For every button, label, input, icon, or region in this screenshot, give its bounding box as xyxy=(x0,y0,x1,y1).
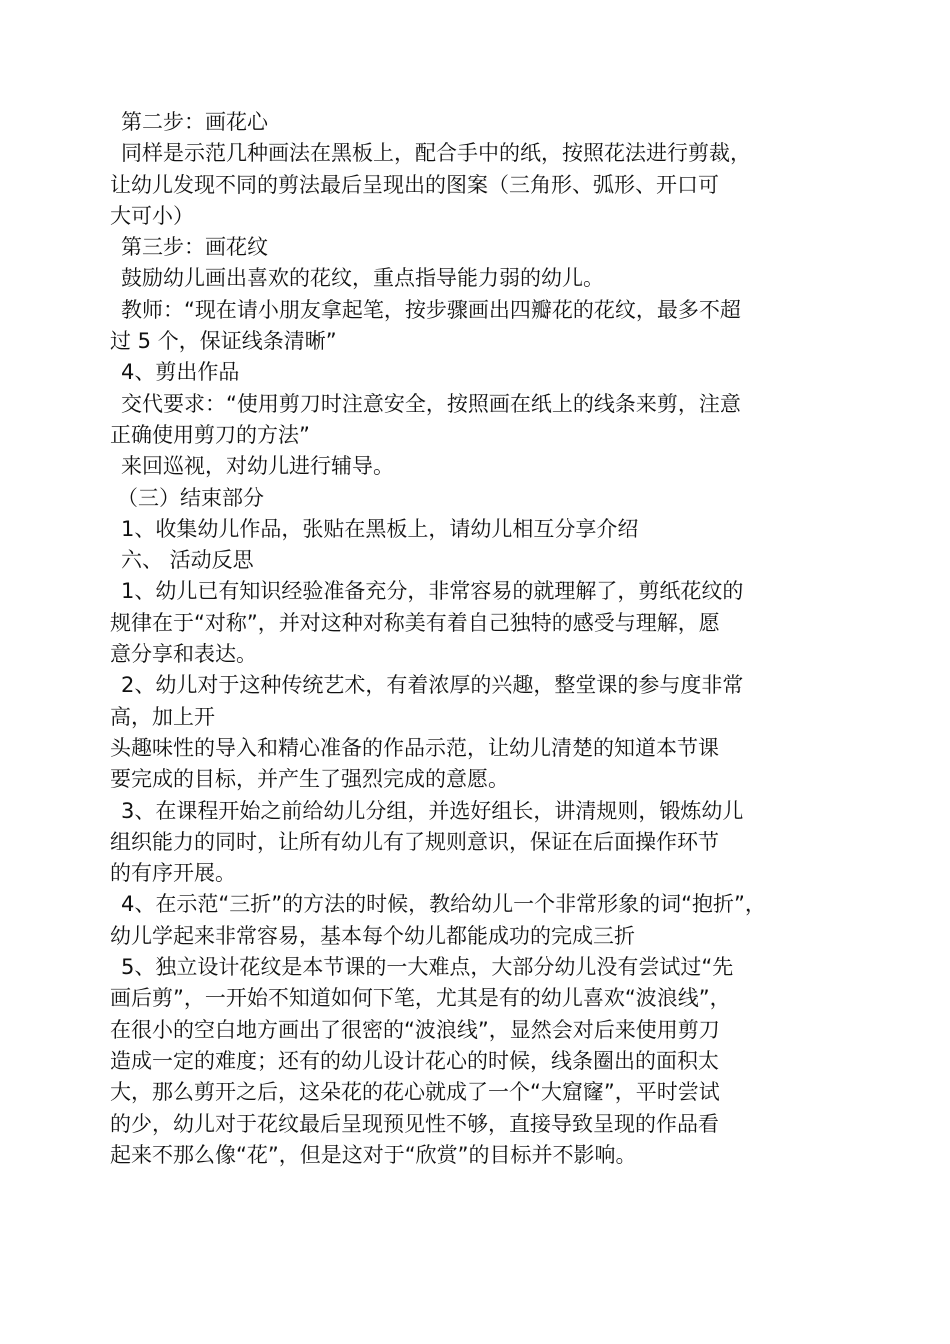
text-line: 意分享和表达。 xyxy=(110,642,257,667)
text-line: 大，那么剪开之后，这朵花的花心就成了一个“大窟窿”，平时尝试 xyxy=(110,1080,720,1105)
text-line: 让幼儿发现不同的剪法最后呈现出的图案（三角形、弧形、开口可 xyxy=(110,172,719,197)
text-line: 鼓励幼儿画出喜欢的花纹，重点指导能力弱的幼儿。 xyxy=(121,266,604,291)
text-line: 正确使用剪刀的方法” xyxy=(110,422,310,447)
text-line: 大可小） xyxy=(110,203,194,228)
text-line: 1、收集幼儿作品，张贴在黑板上，请幼儿相互分享介绍 xyxy=(121,516,639,541)
text-line: 幼儿学起来非常容易，基本每个幼儿都能成功的完成三折 xyxy=(110,923,635,948)
text-line: （三）结束部分 xyxy=(117,485,264,510)
text-line: 3、在课程开始之前给幼儿分组，并选好组长，讲清规则，锻炼幼儿 xyxy=(121,798,744,823)
text-line: 造成一定的难度；还有的幼儿设计花心的时候，线条圈出的面积太 xyxy=(110,1048,719,1073)
text-line: 教师：“现在请小朋友拿起笔，按步骤画出四瓣花的花纹，最多不超 xyxy=(121,297,741,322)
text-line: 画后剪”，一开始不知道如何下笔，尤其是有的幼儿喜欢“波浪线”， xyxy=(110,986,731,1011)
text-line: 的有序开展。 xyxy=(110,861,236,886)
text-line: 同样是示范几种画法在黑板上，配合手中的纸，按照花法进行剪裁， xyxy=(121,141,751,166)
text-line: 要完成的目标，并产生了强烈完成的意愿。 xyxy=(110,767,509,792)
text-line: 起来不那么像“花”，但是这对于“欣赏”的目标并不影响。 xyxy=(110,1142,637,1167)
text-line: 六、 活动反思 xyxy=(121,548,254,573)
text-line: 的少，幼儿对于花纹最后呈现预见性不够，直接导致呈现的作品看 xyxy=(110,1111,719,1136)
text-line: 过 5 个，保证线条清晰” xyxy=(110,329,337,354)
text-line: 规律在于“对称”，并对这种对称美有着自己独特的感受与理解，愿 xyxy=(110,610,720,635)
text-line: 高，加上开 xyxy=(110,704,215,729)
text-line: 组织能力的同时，让所有幼儿有了规则意识，保证在后面操作环节 xyxy=(110,829,719,854)
text-line: 2、幼儿对于这种传统艺术，有着浓厚的兴趣，整堂课的参与度非常 xyxy=(121,673,744,698)
text-line: 在很小的空白地方画出了很密的“波浪线”，显然会对后来使用剪刀 xyxy=(110,1017,720,1042)
text-line: 1、幼儿已有知识经验准备充分，非常容易的就理解了，剪纸花纹的 xyxy=(121,579,744,604)
text-line: 5、独立设计花纹是本节课的一大难点，大部分幼儿没有尝试过“先 xyxy=(121,955,734,980)
text-line: 第二步：画花心 xyxy=(121,110,268,134)
text-line: 4、剪出作品 xyxy=(121,360,240,385)
text-line: 头趣味性的导入和精心准备的作品示范，让幼儿清楚的知道本节课 xyxy=(110,735,719,760)
text-line: 第三步：画花纹 xyxy=(121,235,268,260)
text-line: 来回巡视，对幼儿进行辅导。 xyxy=(121,454,394,479)
text-line: 交代要求：“使用剪刀时注意安全，按照画在纸上的线条来剪，注意 xyxy=(121,391,741,416)
text-line: 4、在示范“三折”的方法的时候，教给幼儿一个非常形象的词“抱折”， xyxy=(121,892,766,917)
document-page xyxy=(110,107,870,1171)
